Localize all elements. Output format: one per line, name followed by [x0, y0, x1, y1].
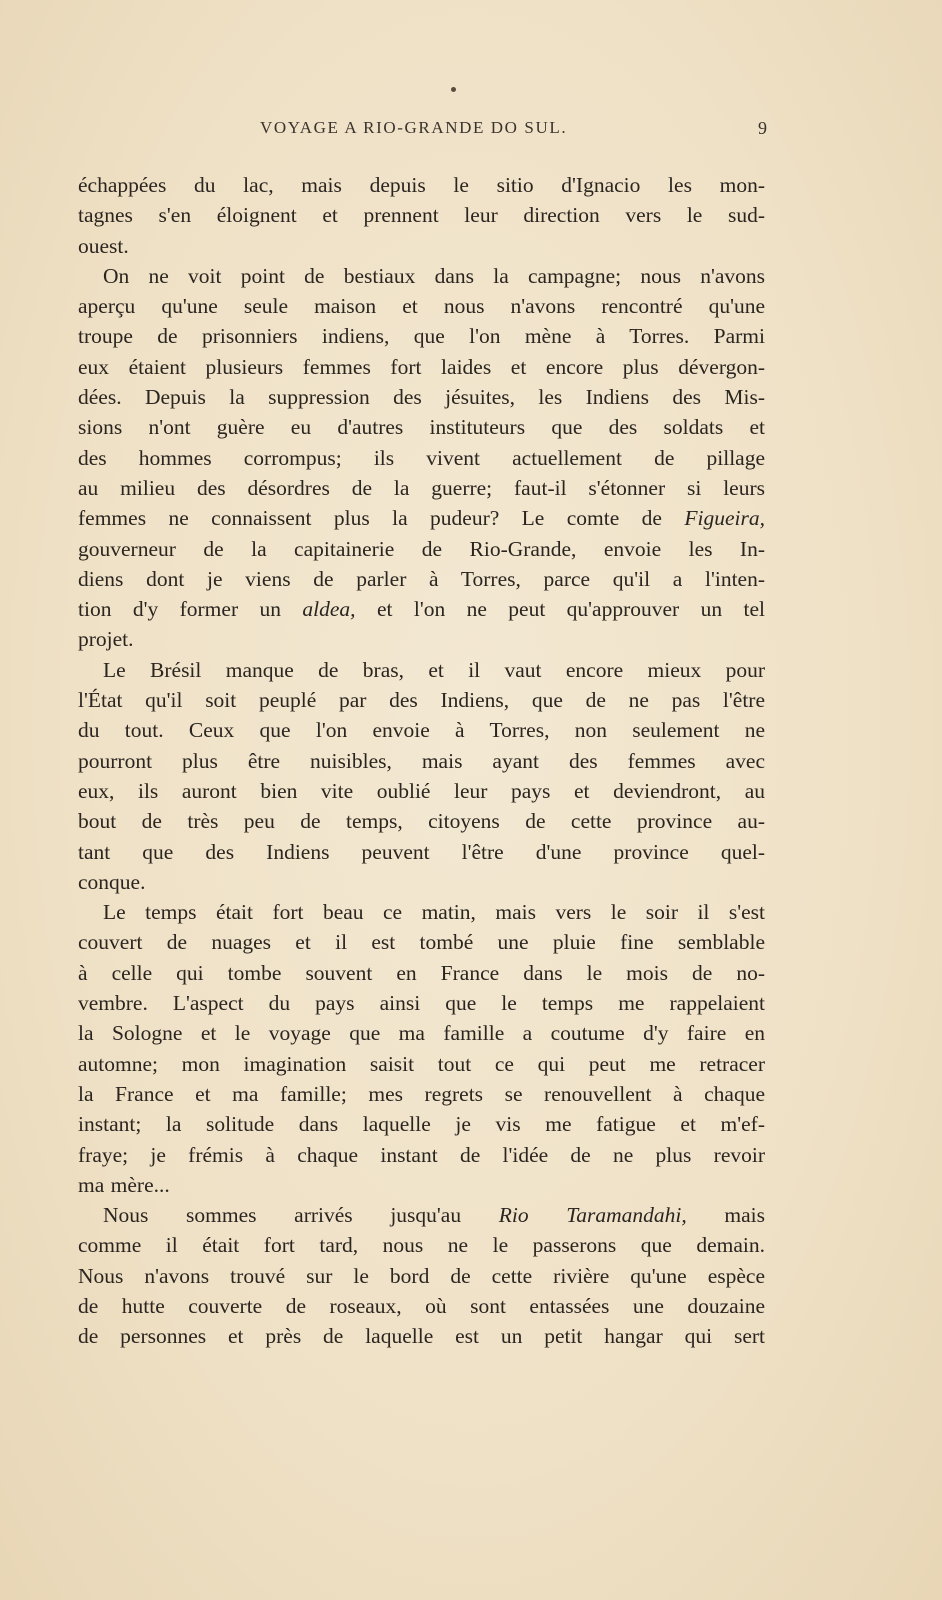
text-run: de hutte couverte de roseaux, où sont entassées une douzaine: [78, 1293, 765, 1318]
text-line: [78, 1261, 765, 1291]
italic-term: Rio Taramandahi,: [498, 1203, 687, 1228]
text-line: [78, 806, 765, 836]
text-line: [78, 958, 765, 988]
text-run: du tout. Ceux que l'on envoie à Torres, non seulement ne: [78, 718, 765, 743]
text-run: femmes ne connaissent plus la pudeur? Le comte de: [78, 506, 685, 531]
text-line: [78, 443, 765, 473]
text-run: eux étaient plusieurs femmes fort laides et encore plus dévergon-: [78, 354, 765, 379]
text-line: [78, 1230, 765, 1260]
page-number: 9: [758, 118, 767, 138]
text-run: et l'on ne peut qu'approuver un tel: [355, 597, 765, 622]
italic-term: aldea,: [302, 597, 356, 622]
text-line: [78, 1018, 765, 1048]
text-run: Le Brésil manque de bras, et il vaut encore mieux pour: [103, 657, 765, 682]
italic-term: Figueira,: [684, 506, 765, 531]
text-run: projet.: [78, 627, 134, 652]
text-run: tagnes s'en éloignent et prennent leur direction vers le sud-: [78, 203, 765, 228]
text-run: à celle qui tombe souvent en France dans le mois de no-: [78, 960, 765, 985]
text-line: [78, 1200, 765, 1230]
text-line: [78, 170, 765, 200]
text-line: [78, 382, 765, 412]
text-line: [78, 1079, 765, 1109]
text-run: dées. Depuis la suppression des jésuites, les Indiens des Mis-: [78, 385, 765, 410]
text-line: [78, 594, 765, 624]
page-header: [78, 118, 765, 144]
text-run: vembre. L'aspect du pays ainsi que le temps me rappelaient: [78, 991, 765, 1016]
text-line: [78, 352, 765, 382]
text-run: ouest.: [78, 233, 129, 258]
text-run: fraye; je frémis à chaque instant de l'idée de ne plus revoir: [78, 1142, 765, 1167]
body-text: [78, 170, 765, 1352]
text-line: [78, 624, 765, 654]
text-line: [78, 1140, 765, 1170]
text-line: [78, 1291, 765, 1321]
text-run: ma mère...: [78, 1172, 170, 1197]
text-run: sions n'ont guère eu d'autres instituteurs que des soldats et: [78, 415, 765, 440]
text-line: [78, 503, 765, 533]
text-run: couvert de nuages et il est tombé une pluie fine semblable: [78, 930, 765, 955]
text-run: Nous sommes arrivés jusqu'au: [103, 1203, 499, 1228]
text-run: automne; mon imagination saisit tout ce qui peut me retracer: [78, 1051, 765, 1076]
text-line: [78, 867, 765, 897]
text-run: comme il était fort tard, nous ne le passerons que demain.: [78, 1233, 765, 1258]
text-run: instant; la solitude dans laquelle je vis me fatigue et m'ef-: [78, 1112, 765, 1137]
text-run: des hommes corrompus; ils vivent actuellement de pillage: [78, 445, 765, 470]
text-run: conque.: [78, 869, 146, 894]
text-run: mais: [686, 1203, 765, 1228]
text-run: Le temps était fort beau ce matin, mais vers le soir il s'est: [103, 900, 765, 925]
text-line: [78, 1170, 765, 1200]
text-run: tion d'y former un: [78, 597, 303, 622]
text-line: [78, 1109, 765, 1139]
ink-speck: [451, 87, 456, 92]
text-line: [78, 412, 765, 442]
text-run: bout de très peu de temps, citoyens de cette province au-: [78, 809, 765, 834]
text-line: [78, 776, 765, 806]
text-run: eux, ils auront bien vite oublié leur pays et deviendront, au: [78, 778, 765, 803]
text-line: [78, 1049, 765, 1079]
text-run: troupe de prisonniers indiens, que l'on mène à Torres. Parmi: [78, 324, 765, 349]
text-line: [78, 655, 765, 685]
text-line: [78, 291, 765, 321]
text-line: [78, 897, 765, 927]
text-line: [78, 927, 765, 957]
text-run: diens dont je viens de parler à Torres, parce qu'il a l'inten-: [78, 566, 765, 591]
text-run: l'État qu'il soit peuplé par des Indiens, que de ne pas l'être: [78, 688, 765, 713]
text-line: [78, 837, 765, 867]
text-line: [78, 473, 765, 503]
text-line: [78, 231, 765, 261]
text-line: [78, 685, 765, 715]
text-line: [78, 534, 765, 564]
text-line: [78, 988, 765, 1018]
text-run: la France et ma famille; mes regrets se renouvellent à chaque: [78, 1081, 765, 1106]
text-line: [78, 746, 765, 776]
text-run: Nous n'avons trouvé sur le bord de cette rivière qu'une espèce: [78, 1263, 765, 1288]
text-line: [78, 715, 765, 745]
running-title: VOYAGE A RIO-GRANDE DO SUL.: [260, 118, 568, 137]
text-line: [78, 200, 765, 230]
text-run: tant que des Indiens peuvent l'être d'une province quel-: [78, 839, 765, 864]
text-line: [78, 1321, 765, 1351]
text-run: au milieu des désordres de la guerre; faut-il s'étonner si leurs: [78, 475, 765, 500]
text-line: [78, 564, 765, 594]
text-run: On ne voit point de bestiaux dans la campagne; nous n'avons: [103, 263, 765, 288]
text-run: la Sologne et le voyage que ma famille a coutume d'y faire en: [78, 1021, 765, 1046]
text-run: gouverneur de la capitainerie de Rio-Grande, envoie les In-: [78, 536, 765, 561]
text-line: [78, 261, 765, 291]
text-run: aperçu qu'une seule maison et nous n'avons rencontré qu'une: [78, 294, 765, 319]
text-line: [78, 321, 765, 351]
text-run: de personnes et près de laquelle est un petit hangar qui sert: [78, 1324, 765, 1349]
text-run: échappées du lac, mais depuis le sitio d'Ignacio les mon-: [78, 173, 765, 197]
text-run: pourront plus être nuisibles, mais ayant des femmes avec: [78, 748, 765, 773]
